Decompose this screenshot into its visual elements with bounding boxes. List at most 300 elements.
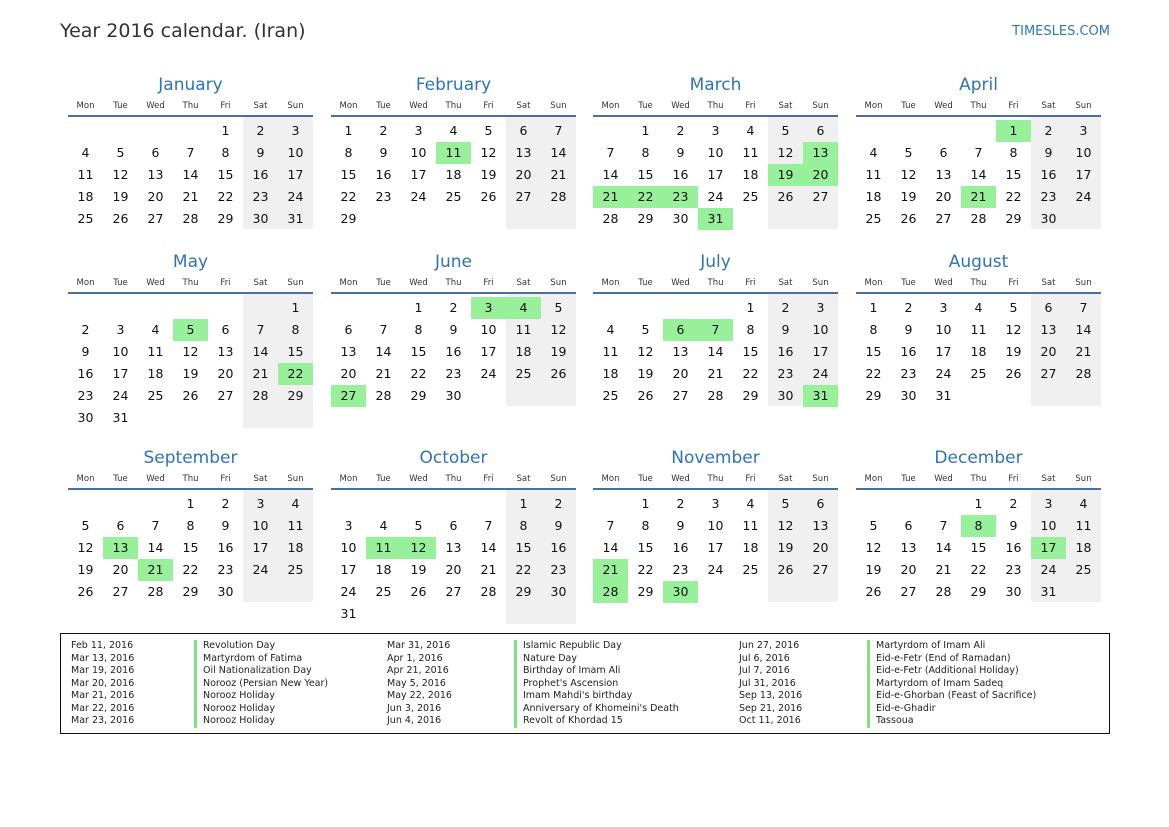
day-cell: 28: [1075, 366, 1092, 381]
day-cell: 8: [1009, 145, 1018, 160]
day-cell: 21: [375, 366, 392, 381]
weekday-header: Sat: [253, 101, 268, 111]
day-cell: 11: [287, 518, 304, 533]
day-cell: 15: [217, 167, 234, 182]
day-cell: 16: [672, 540, 689, 555]
weekday-header: Fri: [220, 101, 231, 111]
day-cell: 12: [865, 540, 882, 555]
holiday-date: Mar 31, 2016: [387, 640, 451, 651]
day-cell: 25: [865, 211, 882, 226]
day-cell: 30: [77, 410, 94, 425]
day-cell: 26: [900, 211, 917, 226]
holiday-day-cell: 12: [401, 537, 436, 559]
day-cell: 22: [217, 189, 234, 204]
month-name: September: [143, 448, 238, 468]
day-cell: 23: [777, 366, 794, 381]
weekday-header: Fri: [483, 278, 494, 288]
weekday-header: Fri: [1008, 101, 1019, 111]
holiday-day-cell: 11: [366, 537, 401, 559]
holiday-date: Jul 6, 2016: [739, 652, 790, 664]
day-cell: 17: [935, 344, 952, 359]
day-cell: 9: [256, 145, 265, 160]
holiday-day-cell: 27: [331, 385, 366, 407]
holiday-day-cell: 4: [506, 297, 541, 319]
weekday-header: Mon: [601, 474, 620, 484]
day-cell: 14: [147, 540, 164, 555]
day-cell: 11: [865, 167, 882, 182]
day-cell: 7: [379, 322, 388, 337]
day-cell: 20: [112, 562, 129, 577]
day-cell: 28: [480, 584, 497, 599]
day-cell: 29: [1005, 211, 1022, 226]
weekday-header: Fri: [220, 278, 231, 288]
day-cell: 8: [186, 518, 195, 533]
day-cell: 9: [904, 322, 913, 337]
holiday-date: Jul 7, 2016: [739, 665, 790, 676]
day-cell: 1: [221, 123, 230, 138]
weekday-header: Thu: [707, 278, 724, 288]
day-cell: 3: [256, 496, 265, 511]
day-cell: 11: [77, 167, 94, 182]
day-cell: 30: [672, 211, 689, 226]
weekday-header: Mon: [601, 101, 620, 111]
day-cell: 14: [602, 167, 619, 182]
holiday-day-cell: 30: [663, 581, 698, 603]
day-cell: 12: [77, 540, 94, 555]
day-cell: 26: [777, 562, 794, 577]
day-cell: 24: [112, 388, 129, 403]
weekday-header: Fri: [483, 101, 494, 111]
day-cell: 20: [1040, 344, 1057, 359]
month-name: March: [689, 75, 742, 95]
day-cell: 14: [707, 344, 724, 359]
day-cell: 6: [1044, 300, 1053, 315]
day-cell: 27: [935, 211, 952, 226]
day-cell: 2: [904, 300, 913, 315]
day-cell: 5: [781, 123, 790, 138]
holiday-name: Imam Mahdi's birthday: [514, 690, 632, 703]
day-cell: 5: [554, 300, 563, 315]
day-cell: 16: [672, 167, 689, 182]
weekday-header: Thu: [445, 474, 462, 484]
day-cell: 30: [1005, 584, 1022, 599]
month-name: April: [959, 75, 998, 95]
holiday-day-cell: 21: [593, 186, 628, 208]
day-cell: 6: [221, 322, 230, 337]
day-cell: 16: [900, 344, 917, 359]
day-cell: 10: [1040, 518, 1057, 533]
day-cell: 18: [1075, 540, 1092, 555]
day-cell: 23: [1005, 562, 1022, 577]
day-cell: 25: [1075, 562, 1092, 577]
holiday-date: May 22, 2016: [387, 690, 452, 701]
holiday-day-cell: 8: [961, 515, 996, 537]
day-cell: 2: [781, 300, 790, 315]
day-cell: 17: [287, 167, 304, 182]
day-cell: 16: [777, 344, 794, 359]
weekday-header: Mon: [601, 278, 620, 288]
day-cell: 9: [676, 518, 685, 533]
day-cell: 9: [676, 145, 685, 160]
holiday-date: Jun 4, 2016: [387, 715, 442, 726]
day-cell: 17: [340, 562, 357, 577]
day-cell: 30: [777, 388, 794, 403]
weekday-header: Mon: [76, 101, 95, 111]
weekday-header: Sat: [778, 278, 793, 288]
day-cell: 15: [182, 540, 199, 555]
weekday-header: Sun: [550, 474, 567, 484]
holiday-date: Mar 19, 2016: [71, 665, 135, 676]
day-cell: 15: [742, 344, 759, 359]
day-cell: 25: [77, 211, 94, 226]
day-cell: 28: [935, 584, 952, 599]
day-cell: 25: [287, 562, 304, 577]
month-april: [856, 75, 1101, 250]
day-cell: 21: [707, 366, 724, 381]
day-cell: 3: [344, 518, 353, 533]
holiday-date: Apr 1, 2016: [387, 652, 443, 664]
day-cell: 7: [484, 518, 493, 533]
holiday-name: Eid-e-Fetr (Additional Holiday): [867, 665, 1019, 678]
day-cell: 4: [291, 496, 300, 511]
weekday-header: Tue: [376, 101, 391, 111]
holiday-day-cell: 23: [663, 186, 698, 208]
weekday-header: Tue: [638, 278, 653, 288]
day-cell: 2: [379, 123, 388, 138]
day-cell: 13: [147, 167, 164, 182]
month-name: December: [934, 448, 1023, 468]
day-cell: 15: [287, 344, 304, 359]
holiday-date: Mar 21, 2016: [71, 690, 135, 701]
day-cell: 14: [935, 540, 952, 555]
day-cell: 23: [252, 189, 269, 204]
holiday-day-cell: 21: [138, 559, 173, 581]
day-cell: 7: [151, 518, 160, 533]
day-cell: 17: [812, 344, 829, 359]
day-cell: 12: [637, 344, 654, 359]
month-october: [331, 448, 576, 623]
day-cell: 5: [484, 123, 493, 138]
day-cell: 23: [77, 388, 94, 403]
day-cell: 31: [1040, 584, 1057, 599]
weekday-header: Sun: [550, 278, 567, 288]
day-cell: 12: [480, 145, 497, 160]
day-cell: 13: [217, 344, 234, 359]
day-cell: 7: [256, 322, 265, 337]
day-cell: 31: [340, 606, 357, 621]
weekday-header: Sun: [287, 278, 304, 288]
day-cell: 8: [344, 145, 353, 160]
month-may: [68, 252, 313, 427]
day-cell: 24: [707, 189, 724, 204]
holiday-date: Jul 31, 2016: [739, 677, 796, 689]
month-name: July: [700, 252, 731, 272]
day-cell: 27: [445, 584, 462, 599]
holiday-date: Jun 27, 2016: [739, 640, 800, 651]
weekday-header: Wed: [934, 278, 953, 288]
day-cell: 6: [519, 123, 528, 138]
day-cell: 26: [637, 388, 654, 403]
day-cell: 19: [112, 189, 129, 204]
weekday-header: Sat: [253, 474, 268, 484]
day-cell: 1: [414, 300, 423, 315]
day-cell: 13: [672, 344, 689, 359]
day-cell: 16: [252, 167, 269, 182]
weekday-header: Sun: [287, 101, 304, 111]
day-cell: 24: [287, 189, 304, 204]
weekday-header: Wed: [409, 278, 428, 288]
day-cell: 2: [676, 496, 685, 511]
page-title: Year 2016 calendar. (Iran): [60, 20, 306, 42]
day-cell: 7: [974, 145, 983, 160]
day-cell: 6: [939, 145, 948, 160]
day-cell: 11: [147, 344, 164, 359]
weekday-header: Fri: [1008, 278, 1019, 288]
day-cell: 18: [515, 344, 532, 359]
day-cell: 19: [900, 189, 917, 204]
day-cell: 19: [182, 366, 199, 381]
day-cell: 14: [970, 167, 987, 182]
weekday-header: Mon: [864, 474, 883, 484]
day-cell: 24: [410, 189, 427, 204]
site-link[interactable]: TIMESLES.COM: [1012, 24, 1110, 39]
day-cell: 20: [812, 540, 829, 555]
day-cell: 23: [217, 562, 234, 577]
day-cell: 25: [515, 366, 532, 381]
month-july: [593, 252, 838, 427]
month-february: [331, 75, 576, 250]
weekday-header: Thu: [182, 278, 199, 288]
day-cell: 18: [865, 189, 882, 204]
day-cell: 11: [970, 322, 987, 337]
holiday-day-cell: 22: [628, 186, 663, 208]
day-cell: 20: [147, 189, 164, 204]
holiday-name: Revolt of Khordad 15: [514, 715, 623, 728]
holiday-name: Martyrdom of Fatima: [194, 653, 302, 666]
day-cell: 9: [379, 145, 388, 160]
day-cell: 4: [1079, 496, 1088, 511]
day-cell: 21: [935, 562, 952, 577]
weekday-header: Thu: [970, 278, 987, 288]
day-cell: 8: [519, 518, 528, 533]
day-cell: 10: [480, 322, 497, 337]
day-cell: 31: [112, 410, 129, 425]
day-cell: 1: [291, 300, 300, 315]
weekday-header: Fri: [745, 474, 756, 484]
day-cell: 2: [676, 123, 685, 138]
holiday-name: Eid-e-Ghadir: [867, 703, 936, 716]
day-cell: 28: [182, 211, 199, 226]
month-name: October: [419, 448, 488, 468]
day-cell: 19: [480, 167, 497, 182]
holiday-date: Feb 11, 2016: [71, 640, 134, 651]
day-cell: 5: [116, 145, 125, 160]
day-cell: 14: [602, 540, 619, 555]
weekday-header: Sun: [1075, 101, 1092, 111]
day-cell: 18: [445, 167, 462, 182]
weekday-header: Tue: [113, 101, 128, 111]
day-cell: 14: [252, 344, 269, 359]
holiday-day-cell: 21: [961, 186, 996, 208]
holiday-name: Norooz (Persian New Year): [194, 678, 328, 691]
holiday-name: Islamic Republic Day: [514, 640, 622, 653]
weekday-header: Tue: [901, 101, 916, 111]
day-cell: 26: [182, 388, 199, 403]
day-cell: 15: [637, 167, 654, 182]
day-cell: 27: [812, 562, 829, 577]
day-cell: 15: [340, 167, 357, 182]
day-cell: 25: [445, 189, 462, 204]
day-cell: 27: [147, 211, 164, 226]
day-cell: 9: [554, 518, 563, 533]
day-cell: 13: [935, 167, 952, 182]
day-cell: 7: [606, 145, 615, 160]
month-november: [593, 448, 838, 623]
holiday-name: Revolution Day: [194, 640, 275, 653]
weekday-header: Tue: [113, 278, 128, 288]
month-june: [331, 252, 576, 427]
day-cell: 8: [869, 322, 878, 337]
day-cell: 28: [970, 211, 987, 226]
day-cell: 30: [1040, 211, 1057, 226]
holiday-day-cell: 3: [471, 297, 506, 319]
day-cell: 15: [637, 540, 654, 555]
day-cell: 22: [340, 189, 357, 204]
day-cell: 29: [287, 388, 304, 403]
day-cell: 7: [606, 518, 615, 533]
day-cell: 8: [641, 145, 650, 160]
day-cell: 29: [637, 211, 654, 226]
weekday-header: Fri: [483, 474, 494, 484]
holiday-date: Sep 13, 2016: [739, 690, 803, 701]
day-cell: 2: [256, 123, 265, 138]
day-cell: 25: [375, 584, 392, 599]
day-cell: 29: [515, 584, 532, 599]
holiday-name: Martyrdom of Imam Sadeq: [867, 678, 1003, 691]
holiday-date: Mar 23, 2016: [71, 715, 135, 726]
day-cell: 30: [217, 584, 234, 599]
holiday-name: Eid-e-Ghorban (Feast of Sacrifice): [867, 690, 1036, 703]
day-cell: 5: [1009, 300, 1018, 315]
month-september: [68, 448, 313, 623]
day-cell: 9: [781, 322, 790, 337]
day-cell: 4: [81, 145, 90, 160]
weekday-header: Sat: [516, 101, 531, 111]
day-cell: 10: [1075, 145, 1092, 160]
day-cell: 25: [147, 388, 164, 403]
day-cell: 30: [445, 388, 462, 403]
day-cell: 29: [970, 584, 987, 599]
day-cell: 17: [1075, 167, 1092, 182]
weekday-header: Thu: [970, 101, 987, 111]
day-cell: 8: [641, 518, 650, 533]
day-cell: 28: [707, 388, 724, 403]
day-cell: 22: [970, 562, 987, 577]
day-cell: 28: [252, 388, 269, 403]
day-cell: 4: [379, 518, 388, 533]
holiday-name: Anniversary of Khomeini's Death: [514, 703, 679, 716]
day-cell: 4: [151, 322, 160, 337]
day-cell: 9: [1044, 145, 1053, 160]
weekday-header: Wed: [146, 101, 165, 111]
weekday-header: Sun: [812, 474, 829, 484]
weekday-header: Sat: [516, 278, 531, 288]
day-cell: 24: [480, 366, 497, 381]
day-cell: 4: [869, 145, 878, 160]
day-cell: 19: [77, 562, 94, 577]
weekday-header: Mon: [864, 101, 883, 111]
day-cell: 11: [515, 322, 532, 337]
holiday-day-cell: 31: [698, 208, 733, 230]
holiday-date: Sep 21, 2016: [739, 702, 803, 714]
month-march: [593, 75, 838, 250]
day-cell: 10: [935, 322, 952, 337]
day-cell: 4: [746, 496, 755, 511]
day-cell: 17: [112, 366, 129, 381]
month-january: [68, 75, 313, 250]
month-name: February: [415, 75, 492, 95]
day-cell: 7: [554, 123, 563, 138]
weekday-header: Thu: [970, 474, 987, 484]
month-name: January: [158, 75, 223, 95]
day-cell: 1: [974, 496, 983, 511]
day-cell: 3: [291, 123, 300, 138]
weekday-header: Mon: [76, 474, 95, 484]
day-cell: 30: [900, 388, 917, 403]
day-cell: 2: [221, 496, 230, 511]
day-cell: 9: [449, 322, 458, 337]
weekday-header: Tue: [376, 474, 391, 484]
holiday-name: Norooz Holiday: [194, 703, 275, 716]
day-cell: 19: [1005, 344, 1022, 359]
day-cell: 18: [742, 167, 759, 182]
day-cell: 14: [550, 145, 567, 160]
day-cell: 8: [221, 145, 230, 160]
weekday-header: Thu: [707, 474, 724, 484]
day-cell: 12: [112, 167, 129, 182]
weekday-header: Wed: [671, 101, 690, 111]
holiday-date: May 5, 2016: [387, 677, 446, 689]
weekday-header: Sat: [1041, 278, 1056, 288]
day-cell: 5: [869, 518, 878, 533]
weekday-header: Wed: [671, 278, 690, 288]
day-cell: 12: [777, 145, 794, 160]
day-cell: 15: [515, 540, 532, 555]
day-cell: 11: [742, 518, 759, 533]
day-cell: 10: [410, 145, 427, 160]
day-cell: 20: [935, 189, 952, 204]
holiday-date: Jun 3, 2016: [387, 702, 442, 714]
day-cell: 18: [77, 189, 94, 204]
day-cell: 13: [445, 540, 462, 555]
weekday-header: Wed: [146, 474, 165, 484]
day-cell: 3: [939, 300, 948, 315]
day-cell: 29: [182, 584, 199, 599]
day-cell: 21: [182, 189, 199, 204]
day-cell: 6: [151, 145, 160, 160]
day-cell: 23: [445, 366, 462, 381]
day-cell: 16: [217, 540, 234, 555]
day-cell: 11: [602, 344, 619, 359]
day-cell: 3: [711, 123, 720, 138]
day-cell: 29: [637, 584, 654, 599]
weekday-header: Sat: [778, 101, 793, 111]
day-cell: 14: [1075, 322, 1092, 337]
weekday-header: Thu: [707, 101, 724, 111]
day-cell: 27: [1040, 366, 1057, 381]
day-cell: 14: [375, 344, 392, 359]
day-cell: 23: [375, 189, 392, 204]
